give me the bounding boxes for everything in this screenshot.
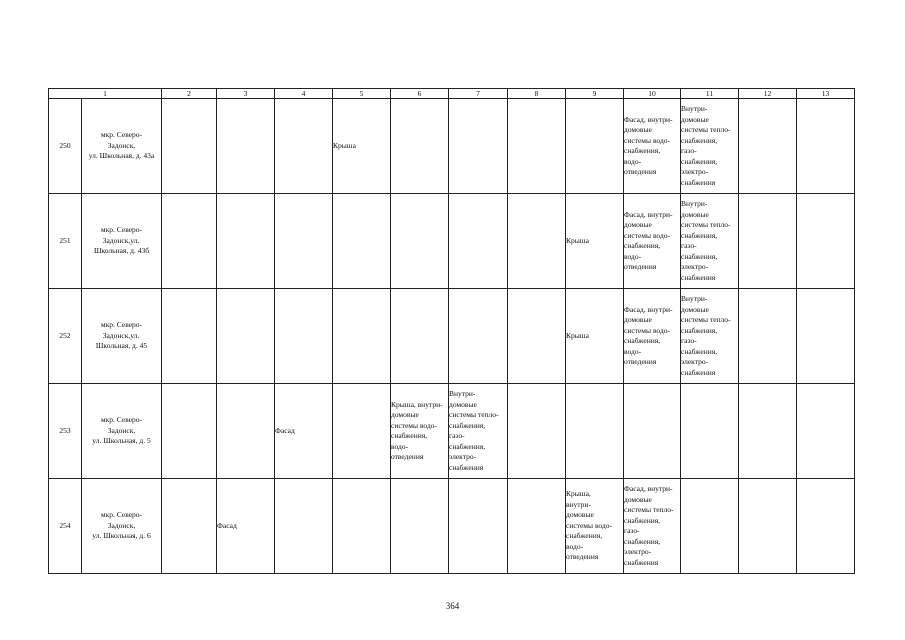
cell-text-line: снабжения, [624,336,661,345]
cell-col-3 [217,384,275,479]
cell-col-10 [624,289,681,384]
cell-text-line: газо- [681,336,697,345]
address-line: Задонск, [107,140,136,150]
cell-text-line: снабжения, [449,441,486,451]
cell-col-11 [681,384,739,479]
cell-text-line: Внутри- [681,294,708,303]
cell-text-line: Крыша [566,235,589,245]
cell-text-line: водо- [624,251,642,261]
cell-text-line: снабжения, [391,431,428,440]
cell-text-line: снабжения [624,557,659,567]
cell-text-line: Крыша, [566,489,591,499]
cell-col-4 [275,289,333,384]
table-row [49,384,855,479]
address-line: Школьная, д. 43б [93,246,150,256]
cell-col-2 [162,194,217,289]
cell-text-line: водо- [624,346,642,356]
cell-text-line: снабжения, [681,251,718,261]
cell-col-4 [275,479,333,574]
column-header: 2 [162,89,217,99]
column-header: 10 [624,89,681,99]
cell-col-6 [391,194,449,289]
cell-col-4 [275,384,333,479]
address-line: ул. Школьная, д. 5 [92,436,151,446]
cell-text-line: Фасад [217,520,237,530]
cell-text-line: снабжения, [624,241,661,250]
cell-text-line: домовые [624,125,652,134]
cell-col-8 [508,479,566,574]
cell-text-line: снабжения, [681,346,718,356]
cell-col-9 [566,99,624,194]
address-line: Задонск, [107,425,136,435]
column-header: 8 [508,89,566,99]
cell-text-line: водо- [624,156,642,166]
column-header: 11 [681,89,739,99]
cell-text-line: электро- [624,547,652,556]
cell-text-line: домовые [624,220,652,229]
table-row [49,289,855,384]
column-header: 7 [449,89,508,99]
cell-col-7 [449,194,508,289]
cell-text-line: газо- [681,146,697,155]
address-line: мкр. Северо- [100,415,143,425]
cell-text-line: системы водо- [391,420,438,430]
cell-col-10 [624,479,681,574]
cell-col-12 [739,384,797,479]
cell-text-line: внутри- [566,499,591,509]
cell-text-line: домовые [681,304,709,314]
row-number: 254 [49,479,82,574]
cell-col-9 [566,479,624,574]
column-header: 13 [797,89,855,99]
cell-text-line: водо- [391,441,409,451]
address-cell [82,384,162,479]
cell-text-line: Внутри- [449,389,476,398]
cell-text-line: снабжения, [681,230,718,240]
cell-text-line: домовые [681,114,709,124]
cell-col-12 [739,289,797,384]
cell-text-line: системы тепло- [681,315,731,324]
cell-col-11 [681,99,739,194]
address-line: мкр. Северо- [100,130,143,140]
column-header: 3 [217,89,275,99]
column-header: 1 [49,89,162,99]
cell-text-line: системы тепло- [681,125,731,134]
cell-col-3 [217,99,275,194]
cell-text-line: снабжения, [624,515,661,525]
cell-col-13 [797,479,855,574]
cell-text-line: Фасад [275,425,295,435]
cell-text-line: Фасад, внутри- [624,114,673,124]
cell-text-line: Крыша [333,140,356,150]
cell-text-line: отведения [624,262,657,271]
address-line: Задонск,ул. [102,235,140,245]
cell-col-2 [162,99,217,194]
cell-text-line: снабжения, [449,420,486,430]
cell-col-7 [449,384,508,479]
address-cell [82,479,162,574]
cell-text-line: системы водо- [624,230,671,240]
cell-col-7 [449,479,508,574]
cell-col-4 [275,99,333,194]
address-cell [82,99,162,194]
cell-col-8 [508,99,566,194]
cell-text-line: системы тепло- [624,505,674,514]
cell-text-line: электро- [681,167,709,176]
address-line: Школьная, д. 45 [95,341,148,351]
cell-col-8 [508,194,566,289]
cell-text-line: электро- [681,262,709,271]
cell-text-line: Внутри- [681,104,708,113]
cell-text-line: системы тепло- [681,220,731,229]
cell-col-5 [333,194,391,289]
cell-text-line: Фасад, внутри- [624,209,673,219]
cell-text-line: Внутри- [681,199,708,208]
schedule-table [48,88,855,574]
column-header: 12 [739,89,797,99]
cell-col-6 [391,289,449,384]
cell-text-line: снабжения, [681,156,718,166]
cell-text-line: домовые [566,510,594,520]
address-line: мкр. Северо- [100,510,143,520]
cell-text-line: электро- [681,357,709,366]
cell-col-9 [566,289,624,384]
cell-col-9 [566,384,624,479]
row-number: 250 [49,99,82,194]
cell-col-3 [217,289,275,384]
cell-text-line: водо- [566,541,584,551]
cell-col-11 [681,479,739,574]
cell-col-2 [162,479,217,574]
cell-col-2 [162,289,217,384]
cell-col-3 [217,194,275,289]
address-line: ул. Школьная, д. 6 [92,531,151,541]
cell-text-line: снабжения [681,367,716,377]
cell-col-3 [217,479,275,574]
column-header: 5 [333,89,391,99]
cell-text-line: домовые [624,494,652,504]
address-cell [82,194,162,289]
cell-text-line: системы тепло- [449,410,499,419]
cell-text-line: электро- [449,452,477,461]
column-header: 4 [275,89,333,99]
cell-text-line: Фасад, внутри- [624,484,673,493]
column-header: 6 [391,89,449,99]
cell-text-line: снабжения, [566,531,603,541]
cell-col-10 [624,194,681,289]
address-line: мкр. Северо- [100,320,143,330]
cell-text-line: отведения [566,552,599,562]
cell-text-line: снабжения [681,177,716,187]
cell-col-10 [624,384,681,479]
cell-text-line: снабжения, [624,536,661,546]
cell-text-line: снабжения, [681,135,718,145]
cell-col-5 [333,479,391,574]
cell-col-6 [391,479,449,574]
row-number: 252 [49,289,82,384]
cell-text-line: снабжения, [624,146,661,155]
cell-col-13 [797,99,855,194]
cell-text-line: газо- [681,241,697,250]
cell-text-line: Крыша, внутри- [391,399,443,409]
cell-col-6 [391,99,449,194]
table-row [49,194,855,289]
cell-text-line: системы водо- [566,520,613,530]
cell-col-5 [333,99,391,194]
column-header: 9 [566,89,624,99]
cell-col-13 [797,384,855,479]
cell-text-line: домовые [391,410,419,419]
cell-text-line: снабжения, [681,325,718,335]
cell-col-12 [739,99,797,194]
header-row [49,89,855,99]
address-line: Задонск, [107,520,136,530]
cell-text-line: системы водо- [624,135,671,145]
cell-col-13 [797,194,855,289]
cell-col-6 [391,384,449,479]
cell-col-9 [566,194,624,289]
address-cell [82,289,162,384]
address-line: Задонск,ул. [102,330,140,340]
page-number: 364 [445,601,460,611]
cell-col-2 [162,384,217,479]
cell-col-10 [624,99,681,194]
cell-col-4 [275,194,333,289]
cell-col-8 [508,289,566,384]
row-number: 253 [49,384,82,479]
cell-text-line: газо- [624,526,640,535]
cell-text-line: системы водо- [624,325,671,335]
cell-col-11 [681,194,739,289]
cell-text-line: домовые [624,315,652,324]
cell-text-line: снабжения [681,272,716,282]
cell-text-line: Фасад, внутри- [624,304,673,314]
table-row [49,99,855,194]
cell-col-5 [333,384,391,479]
cell-text-line: газо- [449,431,465,440]
cell-text-line: отведения [391,452,424,461]
cell-col-12 [739,479,797,574]
cell-text-line: Крыша [566,330,589,340]
cell-text-line: домовые [449,399,477,409]
cell-text-line: отведения [624,167,657,176]
cell-col-13 [797,289,855,384]
cell-col-11 [681,289,739,384]
cell-text-line: отведения [624,357,657,366]
cell-col-7 [449,289,508,384]
cell-text-line: домовые [681,209,709,219]
cell-col-12 [739,194,797,289]
table-row [49,479,855,574]
cell-col-8 [508,384,566,479]
address-line: мкр. Северо- [100,225,143,235]
address-line: ул. Школьная, д. 43а [88,151,155,161]
cell-text-line: снабжения [449,462,484,472]
row-number: 251 [49,194,82,289]
cell-col-7 [449,99,508,194]
cell-col-5 [333,289,391,384]
